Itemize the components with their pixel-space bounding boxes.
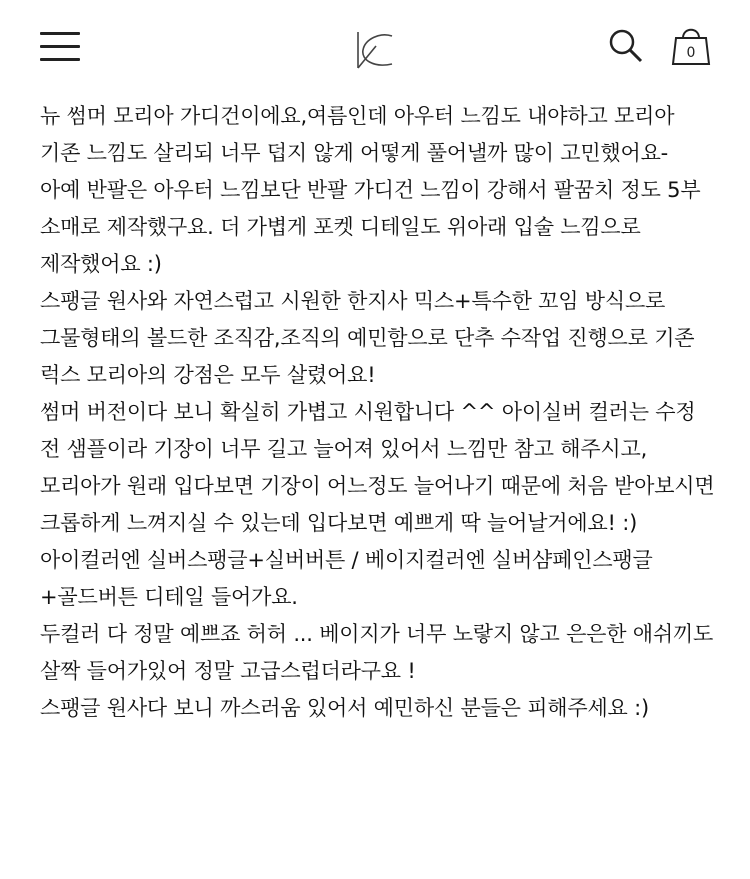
cart-count: 0 — [686, 45, 696, 61]
description-paragraph: 썸머 버전이다 보니 확실히 가볍고 시원합니다 ^^ 아이실버 컬러는 수정 전 샘플이라 기장이 너무 길고 늘어져 있어서 느낌만 참고 해주시고, — [40, 400, 696, 461]
description-paragraph: 아예 반팔은 아우터 느낌보단 반팔 가디건 느낌이 강해서 팔꿈치 정도 5부 소매로 제작했구요. 더 가볍게 포켓 디테일도 위아래 입술 느낌으로 제작했어요 :) — [40, 178, 701, 276]
product-description — [40, 98, 720, 727]
brand-logo-icon[interactable] — [352, 28, 396, 72]
site-header — [0, 0, 750, 96]
description-paragraph: 뉴 썸머 모리아 가디건이에요,여름인데 아우터 느낌도 내야하고 모리아 기존 느낌도 살리되 너무 덥지 않게 어떻게 풀어낼까 많이 고민했어요- — [40, 104, 675, 165]
description-paragraph: 두컬러 다 정말 예쁘죠 허허 ... 베이지가 너무 노랗지 않고 은은한 애쉬끼도 살짝 들어가있어 정말 고급스럽더라구요 ! — [40, 622, 714, 683]
description-paragraph: 모리아가 원래 입다보면 기장이 어느정도 늘어나기 때문에 처음 받아보시면 크롭하게 느껴지실 수 있는데 입다보면 예쁘게 딱 늘어날거에요! :) — [40, 474, 715, 535]
description-paragraph: 아이컬러엔 실버스팽글+실버버튼 / 베이지컬러엔 실버샴페인스팽글+골드버튼 디테일 들어가요. — [40, 548, 653, 609]
menu-bar — [40, 58, 80, 61]
search-icon[interactable] — [608, 28, 644, 64]
hamburger-menu-icon[interactable] — [40, 30, 80, 64]
description-paragraph: 스팽글 원사다 보니 까스러움 있어서 예민하신 분들은 피해주세요 :) — [40, 696, 649, 720]
menu-bar — [40, 32, 80, 35]
menu-bar — [40, 45, 80, 48]
cart-button[interactable] — [670, 24, 712, 66]
description-paragraph: 스팽글 원사와 자연스럽고 시원한 한지사 믹스+특수한 꼬임 방식으로 그물형태의 볼드한 조직감,조직의 예민함으로 단추 수작업 진행으로 기존 럭스 모리아의 강점은 모두 살렸어요! — [40, 289, 695, 387]
